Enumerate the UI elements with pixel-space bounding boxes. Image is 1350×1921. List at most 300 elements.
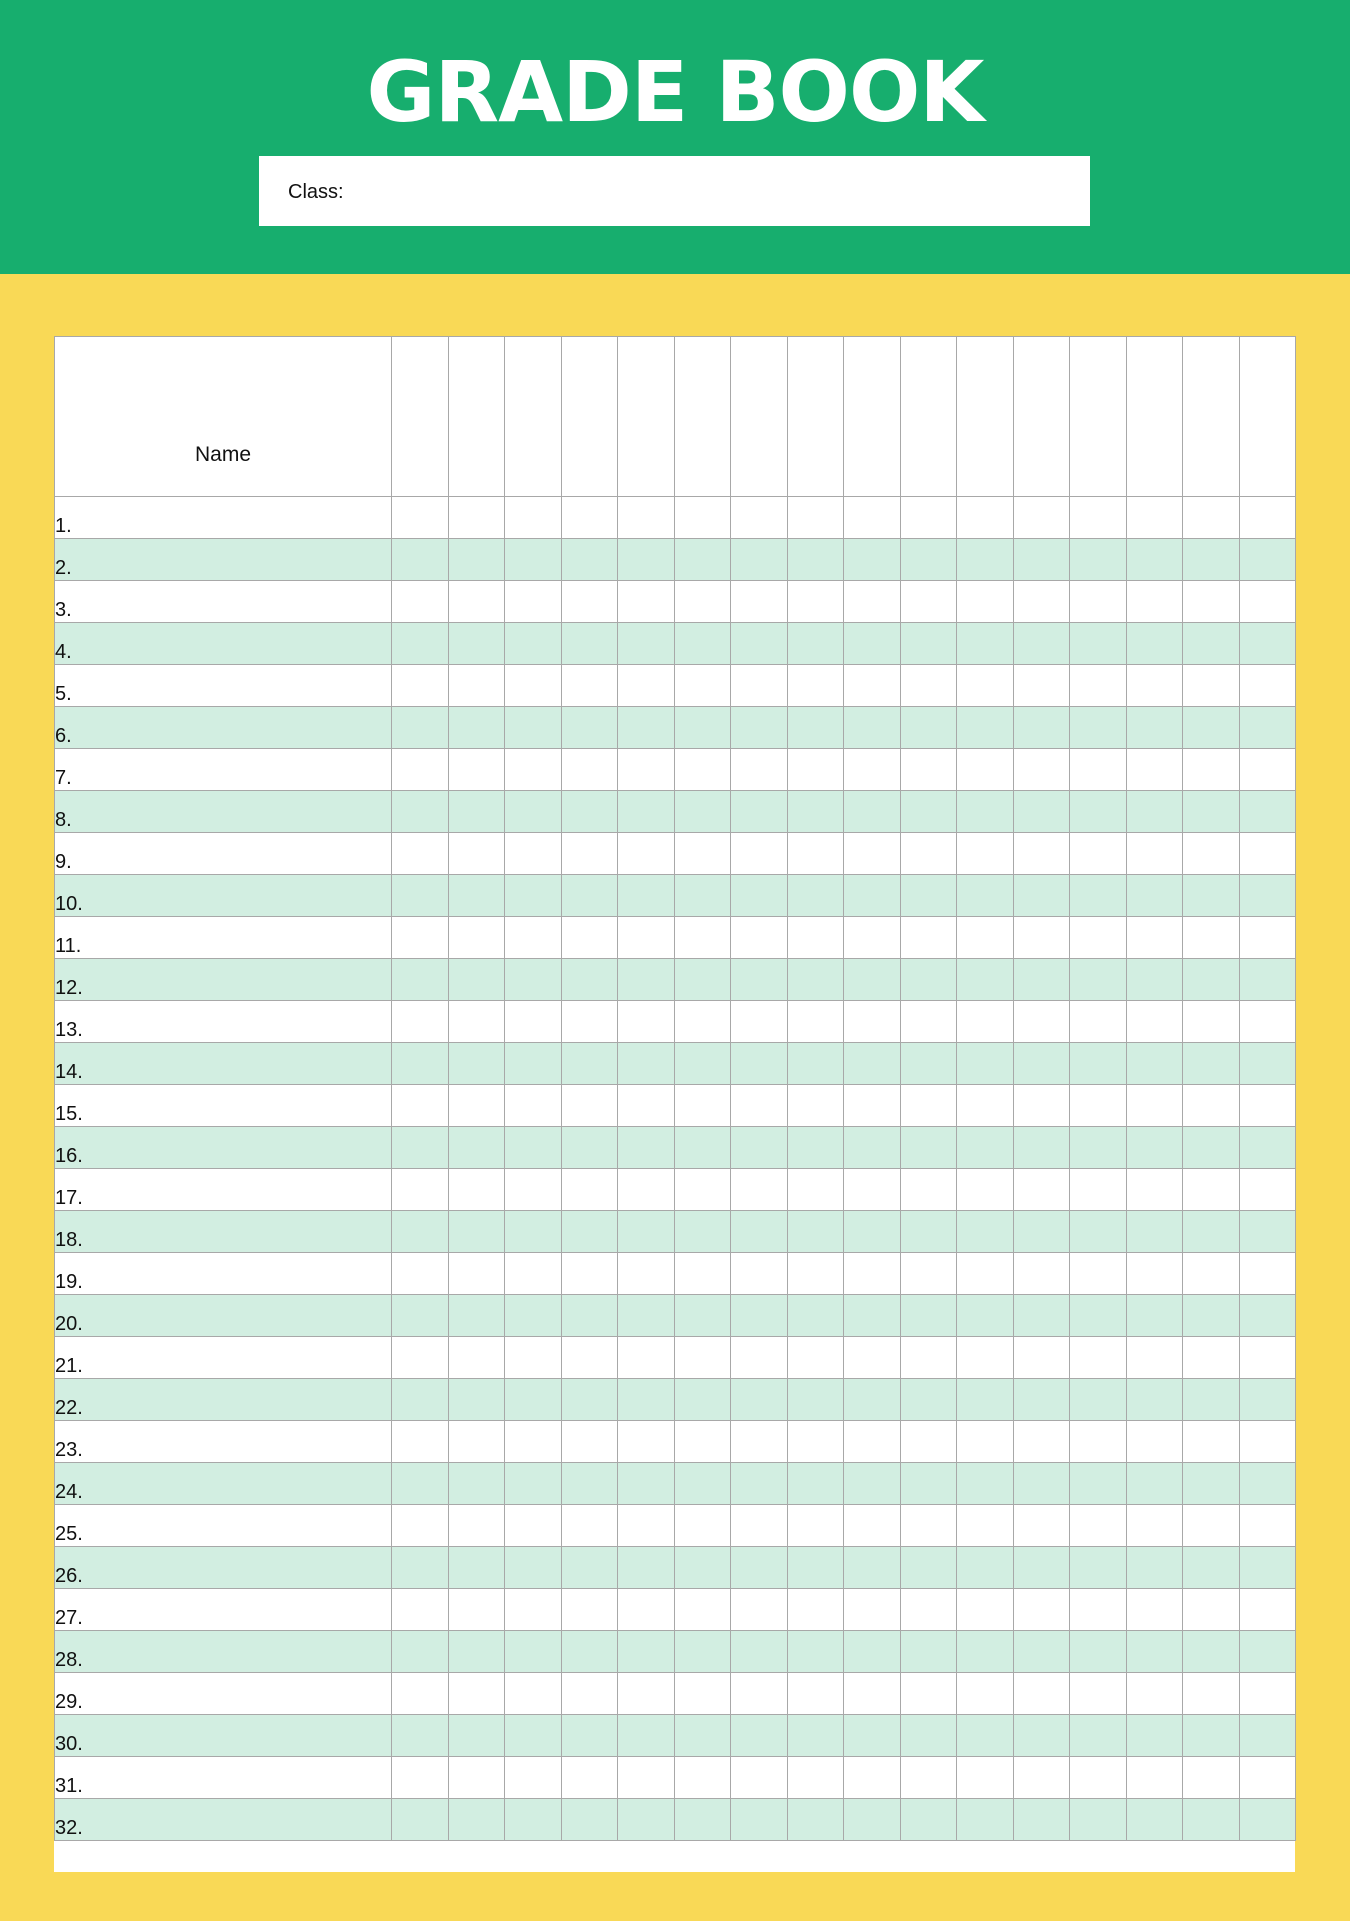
grade-cell[interactable] (957, 539, 1014, 581)
grade-cell[interactable] (731, 1253, 788, 1295)
grade-cell[interactable] (1070, 707, 1127, 749)
grade-cell[interactable] (787, 959, 844, 1001)
grade-cell[interactable] (731, 1757, 788, 1799)
grade-cell[interactable] (674, 1757, 731, 1799)
grade-cell[interactable] (674, 665, 731, 707)
grade-cell[interactable] (1183, 1547, 1240, 1589)
grade-cell[interactable] (392, 497, 449, 539)
grade-cell[interactable] (505, 623, 562, 665)
grade-cell[interactable] (505, 1589, 562, 1631)
grade-cell[interactable] (392, 833, 449, 875)
grade-cell[interactable] (1183, 1589, 1240, 1631)
grade-cell[interactable] (787, 539, 844, 581)
grade-cell[interactable] (448, 539, 505, 581)
grade-cell[interactable] (505, 539, 562, 581)
grade-cell[interactable] (448, 623, 505, 665)
grade-cell[interactable] (1239, 497, 1296, 539)
grade-cell[interactable] (618, 1799, 675, 1841)
grade-cell[interactable] (1126, 1631, 1183, 1673)
grade-cell[interactable] (1126, 497, 1183, 539)
grade-cell[interactable] (1070, 1379, 1127, 1421)
grade-cell[interactable] (957, 1505, 1014, 1547)
grade-cell[interactable] (448, 665, 505, 707)
grade-cell[interactable] (561, 875, 618, 917)
grade-cell[interactable] (1183, 707, 1240, 749)
grade-cell[interactable] (1239, 1673, 1296, 1715)
grade-cell[interactable] (1070, 917, 1127, 959)
grade-cell[interactable] (957, 1547, 1014, 1589)
grade-cell[interactable] (392, 1211, 449, 1253)
grade-cell[interactable] (618, 707, 675, 749)
grade-cell[interactable] (618, 581, 675, 623)
student-name-cell[interactable]: 20. (55, 1295, 392, 1337)
grade-cell[interactable] (392, 1673, 449, 1715)
grade-column-header[interactable] (1183, 337, 1240, 497)
grade-cell[interactable] (561, 539, 618, 581)
grade-cell[interactable] (1126, 1715, 1183, 1757)
grade-cell[interactable] (448, 1631, 505, 1673)
grade-cell[interactable] (787, 1211, 844, 1253)
grade-cell[interactable] (957, 581, 1014, 623)
grade-cell[interactable] (1239, 1169, 1296, 1211)
grade-cell[interactable] (900, 1211, 957, 1253)
grade-cell[interactable] (392, 1421, 449, 1463)
grade-cell[interactable] (900, 1337, 957, 1379)
grade-cell[interactable] (844, 539, 901, 581)
grade-cell[interactable] (448, 1169, 505, 1211)
grade-cell[interactable] (674, 1337, 731, 1379)
grade-cell[interactable] (674, 1295, 731, 1337)
grade-cell[interactable] (618, 1631, 675, 1673)
grade-cell[interactable] (731, 1127, 788, 1169)
grade-cell[interactable] (844, 1547, 901, 1589)
grade-column-header[interactable] (787, 337, 844, 497)
grade-cell[interactable] (392, 581, 449, 623)
grade-cell[interactable] (674, 1799, 731, 1841)
grade-cell[interactable] (1183, 623, 1240, 665)
grade-cell[interactable] (1013, 623, 1070, 665)
grade-cell[interactable] (1070, 539, 1127, 581)
grade-cell[interactable] (448, 1715, 505, 1757)
grade-cell[interactable] (787, 1631, 844, 1673)
grade-cell[interactable] (505, 1547, 562, 1589)
grade-cell[interactable] (1013, 1295, 1070, 1337)
grade-cell[interactable] (1239, 1631, 1296, 1673)
grade-cell[interactable] (1070, 623, 1127, 665)
grade-cell[interactable] (844, 1631, 901, 1673)
grade-cell[interactable] (505, 875, 562, 917)
grade-cell[interactable] (448, 1673, 505, 1715)
grade-cell[interactable] (1239, 1799, 1296, 1841)
grade-cell[interactable] (844, 1043, 901, 1085)
grade-cell[interactable] (731, 1379, 788, 1421)
grade-cell[interactable] (1126, 833, 1183, 875)
grade-cell[interactable] (1013, 833, 1070, 875)
grade-cell[interactable] (731, 917, 788, 959)
grade-cell[interactable] (900, 707, 957, 749)
grade-cell[interactable] (787, 665, 844, 707)
grade-column-header[interactable] (1013, 337, 1070, 497)
grade-cell[interactable] (448, 833, 505, 875)
grade-cell[interactable] (392, 1295, 449, 1337)
grade-cell[interactable] (844, 623, 901, 665)
student-name-cell[interactable]: 5. (55, 665, 392, 707)
grade-cell[interactable] (1183, 1127, 1240, 1169)
grade-cell[interactable] (1126, 581, 1183, 623)
grade-cell[interactable] (1126, 749, 1183, 791)
grade-cell[interactable] (674, 959, 731, 1001)
grade-cell[interactable] (392, 1799, 449, 1841)
grade-cell[interactable] (448, 1421, 505, 1463)
grade-cell[interactable] (900, 1547, 957, 1589)
grade-column-header[interactable] (505, 337, 562, 497)
grade-cell[interactable] (900, 791, 957, 833)
grade-cell[interactable] (674, 1715, 731, 1757)
grade-cell[interactable] (1013, 959, 1070, 1001)
student-name-cell[interactable]: 8. (55, 791, 392, 833)
grade-cell[interactable] (505, 1253, 562, 1295)
grade-cell[interactable] (1013, 1547, 1070, 1589)
grade-cell[interactable] (1183, 1211, 1240, 1253)
grade-cell[interactable] (1126, 791, 1183, 833)
grade-cell[interactable] (844, 1757, 901, 1799)
grade-cell[interactable] (618, 1715, 675, 1757)
grade-cell[interactable] (844, 833, 901, 875)
grade-cell[interactable] (957, 917, 1014, 959)
student-name-cell[interactable]: 14. (55, 1043, 392, 1085)
grade-cell[interactable] (1183, 1379, 1240, 1421)
grade-cell[interactable] (957, 1673, 1014, 1715)
grade-cell[interactable] (1070, 1043, 1127, 1085)
grade-cell[interactable] (561, 1631, 618, 1673)
grade-cell[interactable] (787, 497, 844, 539)
grade-cell[interactable] (1239, 1085, 1296, 1127)
grade-cell[interactable] (1013, 1379, 1070, 1421)
grade-cell[interactable] (957, 497, 1014, 539)
grade-cell[interactable] (618, 791, 675, 833)
grade-cell[interactable] (957, 1127, 1014, 1169)
grade-cell[interactable] (448, 497, 505, 539)
grade-cell[interactable] (1126, 1043, 1183, 1085)
grade-cell[interactable] (731, 707, 788, 749)
grade-cell[interactable] (957, 1043, 1014, 1085)
grade-cell[interactable] (448, 1379, 505, 1421)
grade-cell[interactable] (674, 1505, 731, 1547)
grade-cell[interactable] (957, 1169, 1014, 1211)
student-name-cell[interactable]: 26. (55, 1547, 392, 1589)
grade-cell[interactable] (561, 1757, 618, 1799)
grade-cell[interactable] (505, 1001, 562, 1043)
grade-cell[interactable] (561, 1043, 618, 1085)
grade-cell[interactable] (957, 1295, 1014, 1337)
grade-cell[interactable] (844, 1463, 901, 1505)
grade-cell[interactable] (1183, 1799, 1240, 1841)
grade-cell[interactable] (561, 1169, 618, 1211)
student-name-cell[interactable]: 24. (55, 1463, 392, 1505)
grade-cell[interactable] (957, 1253, 1014, 1295)
grade-cell[interactable] (505, 1715, 562, 1757)
grade-cell[interactable] (561, 623, 618, 665)
grade-cell[interactable] (1183, 749, 1240, 791)
grade-cell[interactable] (618, 665, 675, 707)
grade-cell[interactable] (900, 1589, 957, 1631)
grade-cell[interactable] (1239, 1505, 1296, 1547)
grade-cell[interactable] (787, 1673, 844, 1715)
grade-cell[interactable] (844, 959, 901, 1001)
grade-cell[interactable] (1183, 665, 1240, 707)
grade-cell[interactable] (561, 1253, 618, 1295)
grade-cell[interactable] (618, 1421, 675, 1463)
grade-cell[interactable] (561, 1715, 618, 1757)
grade-cell[interactable] (674, 623, 731, 665)
grade-cell[interactable] (448, 1799, 505, 1841)
grade-cell[interactable] (1183, 1631, 1240, 1673)
grade-cell[interactable] (731, 833, 788, 875)
grade-cell[interactable] (844, 1337, 901, 1379)
grade-cell[interactable] (448, 1337, 505, 1379)
grade-cell[interactable] (731, 497, 788, 539)
grade-cell[interactable] (1126, 1421, 1183, 1463)
grade-cell[interactable] (505, 833, 562, 875)
grade-cell[interactable] (392, 1253, 449, 1295)
grade-cell[interactable] (900, 623, 957, 665)
grade-cell[interactable] (900, 581, 957, 623)
grade-cell[interactable] (957, 1589, 1014, 1631)
grade-cell[interactable] (1013, 749, 1070, 791)
grade-cell[interactable] (505, 1673, 562, 1715)
grade-cell[interactable] (1013, 1085, 1070, 1127)
grade-cell[interactable] (787, 875, 844, 917)
grade-cell[interactable] (787, 791, 844, 833)
student-name-cell[interactable]: 28. (55, 1631, 392, 1673)
grade-column-header[interactable] (618, 337, 675, 497)
grade-cell[interactable] (787, 1589, 844, 1631)
grade-cell[interactable] (1126, 1337, 1183, 1379)
grade-cell[interactable] (787, 917, 844, 959)
grade-cell[interactable] (1070, 1253, 1127, 1295)
grade-cell[interactable] (844, 1505, 901, 1547)
grade-cell[interactable] (957, 1001, 1014, 1043)
student-name-cell[interactable]: 12. (55, 959, 392, 1001)
grade-cell[interactable] (844, 791, 901, 833)
grade-cell[interactable] (787, 1001, 844, 1043)
grade-cell[interactable] (1126, 1757, 1183, 1799)
grade-cell[interactable] (561, 1295, 618, 1337)
grade-cell[interactable] (787, 1505, 844, 1547)
grade-cell[interactable] (844, 917, 901, 959)
grade-cell[interactable] (561, 1337, 618, 1379)
grade-cell[interactable] (957, 665, 1014, 707)
grade-cell[interactable] (957, 1463, 1014, 1505)
grade-cell[interactable] (1239, 1127, 1296, 1169)
grade-cell[interactable] (505, 1631, 562, 1673)
grade-cell[interactable] (844, 749, 901, 791)
grade-cell[interactable] (392, 1631, 449, 1673)
grade-cell[interactable] (392, 665, 449, 707)
grade-cell[interactable] (1013, 1421, 1070, 1463)
student-name-cell[interactable]: 3. (55, 581, 392, 623)
grade-cell[interactable] (1070, 1295, 1127, 1337)
grade-cell[interactable] (674, 1085, 731, 1127)
grade-cell[interactable] (505, 749, 562, 791)
grade-cell[interactable] (957, 1799, 1014, 1841)
grade-cell[interactable] (392, 1547, 449, 1589)
grade-cell[interactable] (618, 623, 675, 665)
grade-cell[interactable] (1013, 875, 1070, 917)
grade-cell[interactable] (1183, 1505, 1240, 1547)
grade-cell[interactable] (1126, 1799, 1183, 1841)
grade-cell[interactable] (900, 1421, 957, 1463)
grade-cell[interactable] (957, 1631, 1014, 1673)
grade-cell[interactable] (1070, 1631, 1127, 1673)
grade-cell[interactable] (618, 1673, 675, 1715)
grade-cell[interactable] (1239, 917, 1296, 959)
grade-cell[interactable] (1183, 1043, 1240, 1085)
grade-cell[interactable] (1126, 875, 1183, 917)
student-name-cell[interactable]: 4. (55, 623, 392, 665)
grade-cell[interactable] (392, 1715, 449, 1757)
grade-cell[interactable] (957, 1211, 1014, 1253)
grade-cell[interactable] (1239, 1295, 1296, 1337)
grade-cell[interactable] (957, 1757, 1014, 1799)
grade-cell[interactable] (900, 1127, 957, 1169)
grade-cell[interactable] (392, 1043, 449, 1085)
grade-cell[interactable] (392, 1757, 449, 1799)
grade-cell[interactable] (561, 1421, 618, 1463)
student-name-cell[interactable]: 27. (55, 1589, 392, 1631)
grade-cell[interactable] (787, 707, 844, 749)
grade-cell[interactable] (674, 1001, 731, 1043)
grade-cell[interactable] (392, 1463, 449, 1505)
grade-cell[interactable] (1070, 1463, 1127, 1505)
grade-column-header[interactable] (1126, 337, 1183, 497)
grade-cell[interactable] (787, 1127, 844, 1169)
grade-cell[interactable] (957, 1337, 1014, 1379)
grade-cell[interactable] (731, 1337, 788, 1379)
grade-cell[interactable] (787, 623, 844, 665)
student-name-cell[interactable]: 19. (55, 1253, 392, 1295)
grade-cell[interactable] (787, 581, 844, 623)
grade-column-header[interactable] (731, 337, 788, 497)
grade-cell[interactable] (674, 791, 731, 833)
grade-cell[interactable] (618, 1757, 675, 1799)
grade-column-header[interactable] (1070, 337, 1127, 497)
grade-cell[interactable] (731, 1043, 788, 1085)
grade-cell[interactable] (618, 1337, 675, 1379)
grade-cell[interactable] (1183, 959, 1240, 1001)
grade-cell[interactable] (505, 1211, 562, 1253)
grade-cell[interactable] (1070, 1673, 1127, 1715)
grade-cell[interactable] (674, 833, 731, 875)
grade-cell[interactable] (618, 1589, 675, 1631)
grade-cell[interactable] (1239, 1715, 1296, 1757)
grade-cell[interactable] (900, 917, 957, 959)
grade-cell[interactable] (1239, 623, 1296, 665)
grade-cell[interactable] (674, 1379, 731, 1421)
student-name-cell[interactable]: 25. (55, 1505, 392, 1547)
grade-cell[interactable] (900, 875, 957, 917)
grade-cell[interactable] (392, 539, 449, 581)
grade-cell[interactable] (505, 1463, 562, 1505)
grade-cell[interactable] (844, 1253, 901, 1295)
grade-cell[interactable] (957, 707, 1014, 749)
grade-cell[interactable] (1070, 875, 1127, 917)
grade-cell[interactable] (505, 1127, 562, 1169)
grade-cell[interactable] (787, 1799, 844, 1841)
grade-cell[interactable] (1126, 1295, 1183, 1337)
grade-cell[interactable] (561, 707, 618, 749)
grade-cell[interactable] (844, 1001, 901, 1043)
grade-cell[interactable] (618, 1547, 675, 1589)
grade-cell[interactable] (505, 581, 562, 623)
grade-cell[interactable] (561, 1463, 618, 1505)
grade-cell[interactable] (844, 1799, 901, 1841)
grade-cell[interactable] (900, 833, 957, 875)
grade-cell[interactable] (1013, 1337, 1070, 1379)
grade-cell[interactable] (674, 875, 731, 917)
student-name-cell[interactable]: 18. (55, 1211, 392, 1253)
grade-cell[interactable] (844, 1379, 901, 1421)
grade-cell[interactable] (561, 1127, 618, 1169)
grade-cell[interactable] (1183, 1253, 1240, 1295)
grade-cell[interactable] (1070, 1715, 1127, 1757)
grade-cell[interactable] (844, 1085, 901, 1127)
grade-cell[interactable] (1126, 1001, 1183, 1043)
grade-column-header[interactable] (900, 337, 957, 497)
grade-cell[interactable] (1070, 497, 1127, 539)
grade-column-header[interactable] (392, 337, 449, 497)
grade-cell[interactable] (674, 1421, 731, 1463)
grade-cell[interactable] (561, 959, 618, 1001)
grade-cell[interactable] (1013, 581, 1070, 623)
grade-cell[interactable] (731, 1547, 788, 1589)
grade-cell[interactable] (900, 1295, 957, 1337)
grade-cell[interactable] (900, 959, 957, 1001)
grade-cell[interactable] (1013, 1589, 1070, 1631)
grade-cell[interactable] (561, 1211, 618, 1253)
grade-cell[interactable] (674, 749, 731, 791)
grade-cell[interactable] (844, 1295, 901, 1337)
grade-cell[interactable] (957, 749, 1014, 791)
grade-cell[interactable] (618, 1127, 675, 1169)
grade-cell[interactable] (1239, 1547, 1296, 1589)
grade-cell[interactable] (1183, 791, 1240, 833)
grade-cell[interactable] (618, 1085, 675, 1127)
grade-cell[interactable] (844, 1673, 901, 1715)
grade-cell[interactable] (731, 665, 788, 707)
grade-cell[interactable] (505, 1295, 562, 1337)
grade-cell[interactable] (1126, 1463, 1183, 1505)
grade-cell[interactable] (1126, 1673, 1183, 1715)
grade-cell[interactable] (674, 1253, 731, 1295)
grade-cell[interactable] (448, 581, 505, 623)
grade-cell[interactable] (1070, 1505, 1127, 1547)
grade-cell[interactable] (1239, 791, 1296, 833)
grade-cell[interactable] (731, 1295, 788, 1337)
grade-cell[interactable] (957, 791, 1014, 833)
grade-cell[interactable] (505, 959, 562, 1001)
grade-cell[interactable] (392, 1127, 449, 1169)
grade-cell[interactable] (505, 1379, 562, 1421)
grade-cell[interactable] (900, 749, 957, 791)
grade-cell[interactable] (1126, 1589, 1183, 1631)
grade-cell[interactable] (561, 1085, 618, 1127)
grade-cell[interactable] (1126, 539, 1183, 581)
grade-cell[interactable] (674, 1463, 731, 1505)
grade-cell[interactable] (1070, 959, 1127, 1001)
grade-cell[interactable] (900, 1799, 957, 1841)
grade-cell[interactable] (844, 1211, 901, 1253)
